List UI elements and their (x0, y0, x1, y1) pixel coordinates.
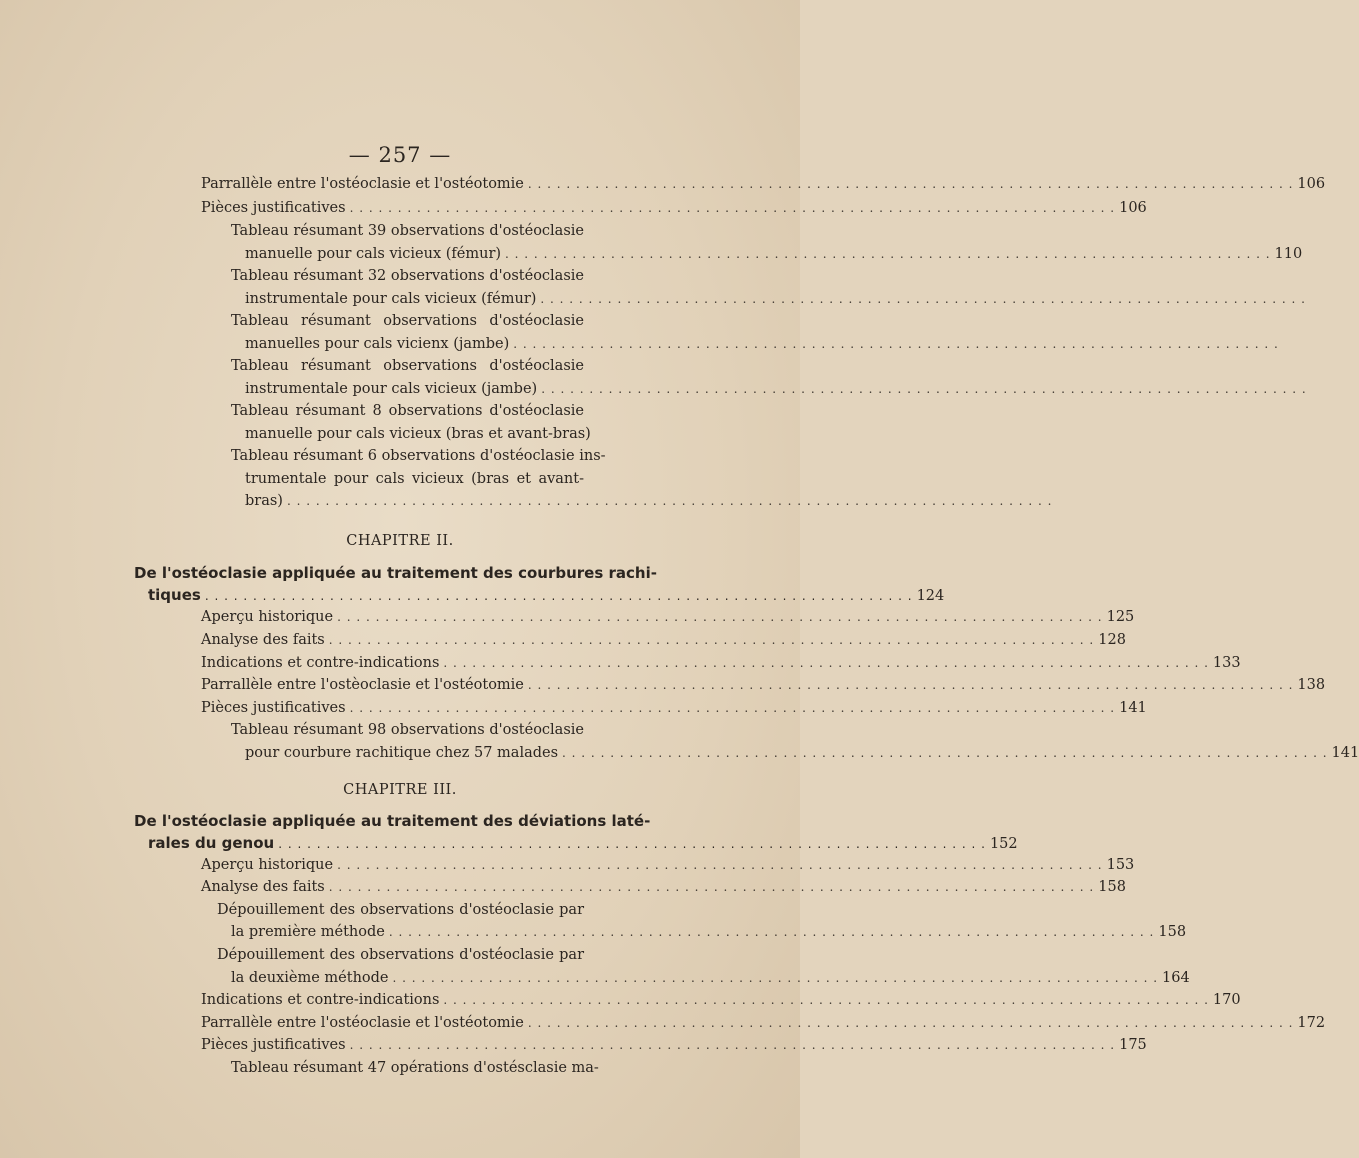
entry-page: 158 (1098, 879, 1126, 895)
entry-text: Indications et contre-indications (201, 992, 440, 1008)
toc-entry (245, 336, 585, 352)
entry-text: pour courbure rachitique chez 57 malades (245, 745, 559, 761)
entry-page: 172 (1297, 1015, 1326, 1031)
toc-entry (201, 879, 1126, 895)
leader-dots (329, 880, 1095, 894)
toc-entry (245, 291, 585, 307)
leader-dots (540, 292, 1306, 306)
entry-page: 141 (1331, 745, 1359, 761)
leader-dots (562, 746, 1328, 760)
toc-entry (201, 655, 1241, 671)
entry-page: 138 (1297, 677, 1326, 693)
entry-page: 158 (1158, 924, 1187, 940)
toc-entry (201, 700, 1147, 716)
toc-entry (245, 381, 585, 397)
toc-entry (231, 970, 1190, 986)
toc-entry (245, 493, 585, 509)
entry-text: Tableau résumant 32 observations d'ostéoclasie (231, 268, 584, 284)
entry-text: manuelle pour cals vicieux (bras et avant-bras) (245, 426, 591, 442)
toc-entry (231, 313, 584, 329)
entry-text: la première méthode (231, 924, 385, 940)
leader-dots (443, 993, 1209, 1007)
toc-entry (201, 176, 1326, 192)
entry-text: instrumentale pour cals vicieux (jambe) (245, 381, 538, 397)
chapter-heading: CHAPITRE III. (343, 782, 457, 798)
chapter-title-text: De l'ostéoclasie appliquée au traitement des courbures rachi- (134, 564, 657, 582)
entry-text: Parrallèle entre l'ostéoclasie et l'ostéotomie (201, 1015, 524, 1031)
entry-text: Tableau résumant observations d'ostéoclasie (231, 313, 584, 329)
entry-text: Tableau résumant observations d'ostéoclasie (231, 358, 584, 374)
entry-text: Dépouillement des observations d'ostéoclasie par (217, 947, 584, 963)
toc-entry (201, 857, 1135, 873)
toc-entry (201, 609, 1135, 625)
toc-entry (245, 745, 1359, 761)
toc-entry (231, 924, 1187, 940)
chapter-title-text: De l'ostéoclasie appliquée au traitement des déviations laté- (134, 812, 651, 830)
entry-page: 124 (916, 588, 945, 604)
entry-text: manuelles pour cals vicienx (jambe) (245, 336, 510, 352)
entry-page: 110 (1274, 246, 1303, 262)
entry-text: Parrallèle entre l'ostèoclasie et l'ostéotomie (201, 677, 524, 693)
entry-page: 153 (1106, 857, 1135, 873)
leader-dots (329, 633, 1095, 647)
entry-text: Analyse des faits (201, 632, 325, 648)
leader-dots (541, 382, 1307, 396)
leader-dots (505, 247, 1271, 261)
leader-dots (350, 1038, 1116, 1052)
entry-text: instrumentale pour cals vicieux (fémur) (245, 291, 537, 307)
entry-page: 152 (989, 836, 1018, 852)
chapter-title-text: rales du genou (148, 834, 275, 852)
chapter-title (148, 834, 1018, 852)
entry-page: 106 (1119, 200, 1147, 216)
entry-text: Dépouillement des observations d'ostéoclasie par (217, 902, 584, 918)
chapter-heading: CHAPITRE II. (346, 533, 454, 549)
entry-text: Tableau résumant 8 observations d'ostéoclasie (231, 403, 584, 419)
entry-page: 164 (1162, 970, 1190, 986)
entry-page: 106 (1297, 176, 1326, 192)
toc-entry (201, 677, 1326, 693)
toc-entry (245, 246, 1303, 262)
entry-text: manuelle pour cals vicieux (fémur) (245, 246, 502, 262)
entry-text: Pièces justificatives (201, 700, 346, 716)
entry-page: 128 (1098, 632, 1126, 648)
toc-entry (217, 902, 584, 918)
toc-entry (201, 200, 1147, 216)
toc-entry (231, 358, 584, 374)
leader-dots (513, 337, 1279, 351)
chapter-title (134, 564, 657, 582)
leader-dots: . . . . . . . . . . . . . . . . . . . . . . . . . . . . . . . . . . . . . . . . . . . . . . . . . . . . . . . . . . . . . . . . . . . . . . . . . . (204, 589, 913, 603)
entry-text: Tableau résumant 98 observations d'ostéoclasie (231, 722, 584, 738)
page-number: — 257 — (348, 143, 452, 167)
leader-dots: . . . . . . . . . . . . . . . . . . . . . . . . . . . . . . . . . . . . . . . . . . . . . . . . . . . . . . . . . . . . . . . . . . . . . . . . . . (278, 837, 986, 851)
leader-dots (443, 656, 1209, 670)
entry-page: 133 (1212, 655, 1241, 671)
entry-text: Aperçu historique (201, 857, 334, 873)
toc-entry (231, 722, 584, 738)
leader-dots (287, 494, 1053, 508)
toc-entry (245, 426, 591, 442)
leader-dots (350, 701, 1116, 715)
entry-page: 141 (1119, 700, 1147, 716)
entry-text: Indications et contre-indications (201, 655, 440, 671)
entry-text: Tableau résumant 39 observations d'ostéoclasie (231, 223, 584, 239)
entry-text: Analyse des faits (201, 879, 325, 895)
leader-dots (528, 177, 1294, 191)
toc-entry (231, 1060, 599, 1076)
toc-entry (231, 403, 584, 419)
entry-text: Aperçu historique (201, 609, 334, 625)
toc-entry (201, 1015, 1326, 1031)
entry-page: 125 (1106, 609, 1135, 625)
toc-entry (245, 471, 584, 487)
leader-dots (393, 971, 1159, 985)
entry-page: 175 (1119, 1037, 1147, 1053)
entry-text: Tableau résumant 6 observations d'ostéoclasie ins- (231, 448, 606, 464)
toc-entry (201, 992, 1241, 1008)
leader-dots (389, 925, 1155, 939)
entry-text: Tableau résumant 47 opérations d'ostésclasie ma- (231, 1060, 599, 1076)
toc-entry (231, 223, 584, 239)
chapter-title (148, 586, 945, 604)
leader-dots (528, 1016, 1294, 1030)
toc-entry (231, 448, 606, 464)
entry-text: Pièces justificatives (201, 1037, 346, 1053)
entry-text: la deuxième méthode (231, 970, 389, 986)
leader-dots (337, 610, 1103, 624)
entry-text: bras) (245, 493, 283, 509)
toc-entry (201, 632, 1126, 648)
entry-page: 170 (1212, 992, 1241, 1008)
toc-entry (201, 1037, 1147, 1053)
toc-entry (231, 268, 584, 284)
entry-text: trumentale pour cals vicieux (bras et avant- (245, 471, 584, 487)
leader-dots (337, 858, 1103, 872)
chapter-title-text: tiques (148, 586, 201, 604)
entry-text: Pièces justificatives (201, 200, 346, 216)
leader-dots (350, 201, 1116, 215)
chapter-title (134, 812, 651, 830)
toc-entry (217, 947, 584, 963)
leader-dots (528, 678, 1294, 692)
entry-text: Parrallèle entre l'ostéoclasie et l'ostéotomie (201, 176, 524, 192)
